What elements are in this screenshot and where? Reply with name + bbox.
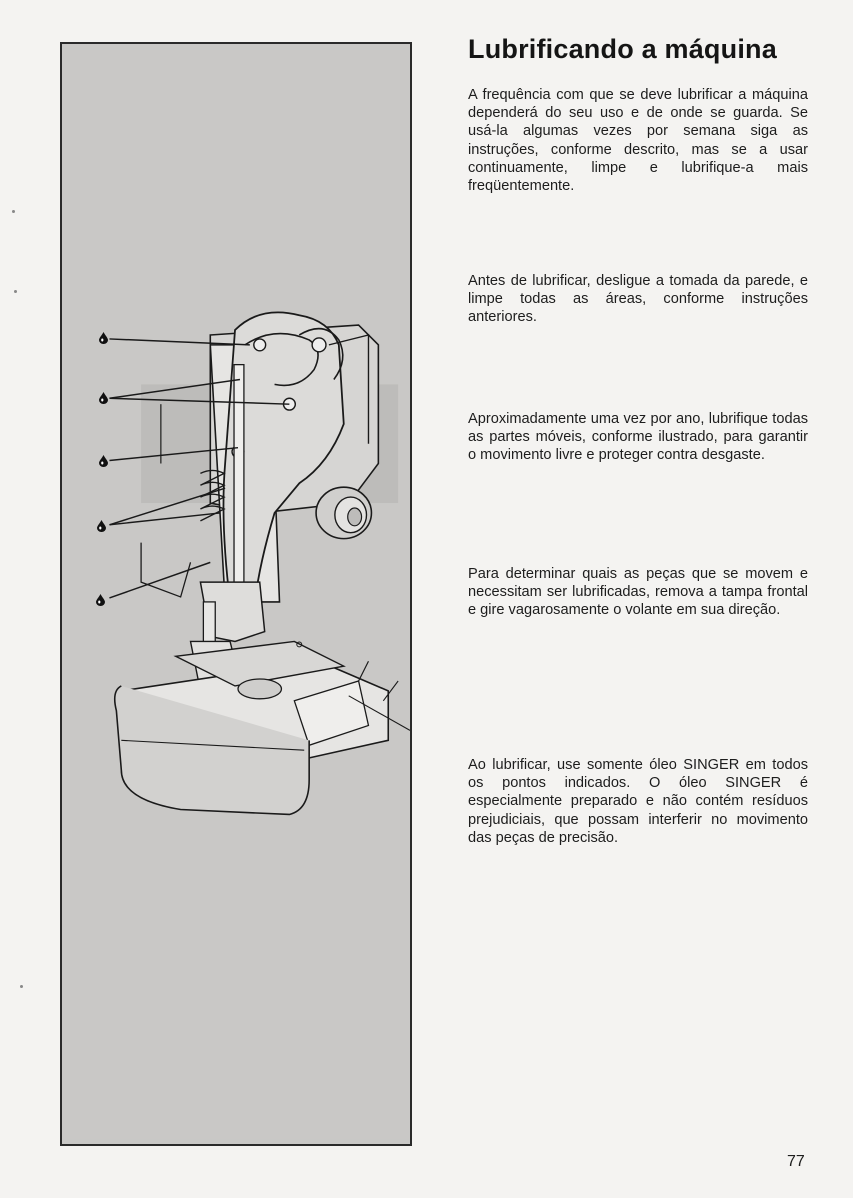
oil-drop-icon xyxy=(96,594,105,606)
paragraph-frequency: A frequência com que se deve lubrificar a máquina dependerá do seu uso e de onde se guarda. Se usá-la algumas vezes por semana siga as instruções, conforme descrito, mas se a usar continuamente, limpe e lubrifique-a mais freqüentemente. xyxy=(468,87,808,195)
scan-speck xyxy=(20,985,23,988)
oil-drop-icon xyxy=(99,455,108,467)
paragraph-before-oiling: Antes de lubrificar, desligue a tomada da parede, e limpe todas as áreas, conforme instruções anteriores. xyxy=(468,273,808,326)
oil-drop-icon xyxy=(99,332,108,344)
sewing-machine-drawing xyxy=(62,44,410,1144)
scan-speck xyxy=(12,210,15,213)
page-number: 77 xyxy=(787,1153,805,1170)
scan-speck xyxy=(14,290,17,293)
paragraph-moving-parts: Para determinar quais as peças que se movem e necessitam ser lubrificadas, remova a tampa frontal e gire vagarosamente o volante em sua direção. xyxy=(468,566,808,619)
paragraph-yearly-oiling: Aproximadamente uma vez por ano, lubrifique todas as partes móveis, conforme ilustrado, para garantir o movimento livre e proteger contra desgaste. xyxy=(468,411,808,464)
oil-drop-icon xyxy=(97,520,106,532)
paragraph-singer-oil: Ao lubrificar, use somente óleo SINGER em todos os pontos indicados. O óleo SINGER é especialmente preparado e não contém resíduos prejudiciais, que possam interferir no movimento das peças de precisão. xyxy=(468,757,808,846)
sewing-machine-illustration xyxy=(60,42,412,1146)
page-title: Lubrificando a máquina xyxy=(468,34,777,64)
oil-drop-icon xyxy=(99,392,108,404)
